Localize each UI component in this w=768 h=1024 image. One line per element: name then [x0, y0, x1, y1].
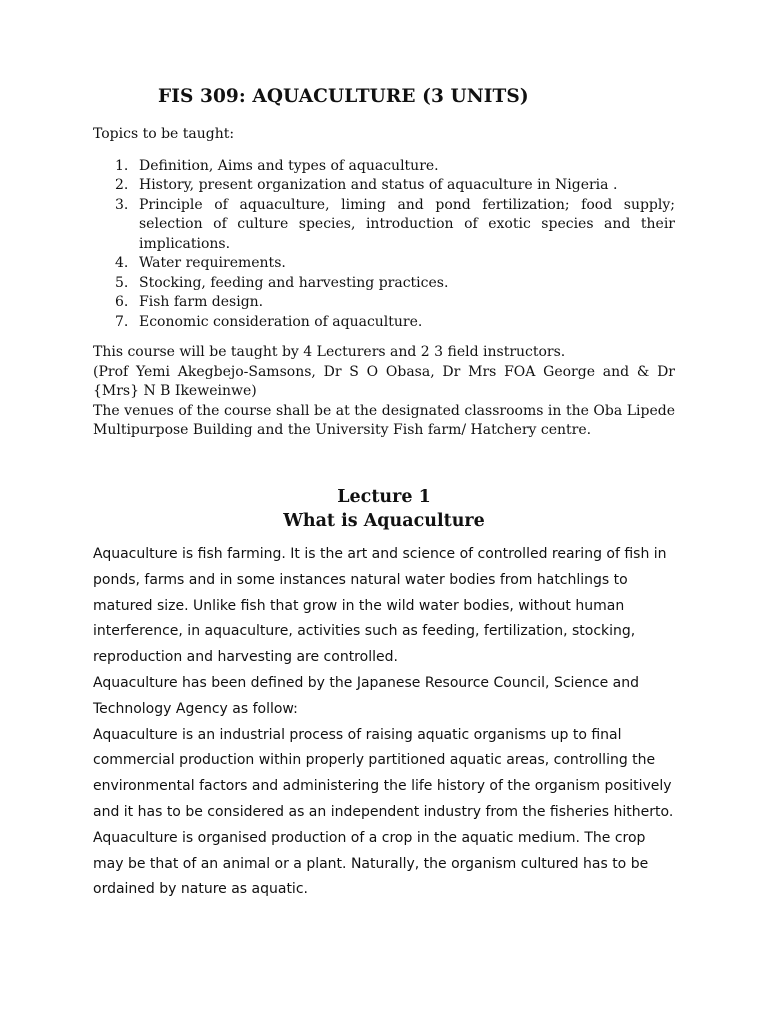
- lecture-number: Lecture 1: [337, 487, 431, 507]
- topic-number: 5.: [115, 274, 129, 291]
- topic-text: Principle of aquaculture, liming and pond fertilization; food supply; selection of culture species, introduction of exotic species and their implications.: [139, 196, 675, 252]
- topics-list: [93, 157, 675, 333]
- topic-text: Stocking, feeding and harvesting practices.: [139, 274, 449, 291]
- topic-text: Definition, Aims and types of aquaculture.: [139, 157, 439, 174]
- topics-intro: Topics to be taught:: [93, 126, 235, 142]
- topic-item: [93, 157, 675, 177]
- topic-text: Economic consideration of aquaculture.: [139, 313, 423, 330]
- lecture-title: What is Aquaculture: [283, 511, 485, 531]
- lecturers-names: (Prof Yemi Akegbejo-Samsons, Dr S O Obasa, Dr Mrs FOA George and & Dr {Mrs} N B Ikeweinwe): [93, 363, 675, 399]
- topic-item: [93, 254, 675, 274]
- body-paragraph: Aquaculture is an industrial process of raising aquatic organisms up to final commercial production within properly partitioned aquatic areas, controlling the environmental factors and administering the life history of the organism positively and it has to be considered as an independent industry from the fisheries hitherto.: [93, 726, 674, 820]
- topic-item: [93, 196, 675, 255]
- topic-number: 2.: [115, 177, 129, 193]
- topic-number: 3.: [115, 196, 129, 213]
- lecture-body: [93, 542, 675, 903]
- topic-text: History, present organization and status of aquaculture in Nigeria .: [139, 177, 618, 193]
- lecturers-line: This course will be taught by 4 Lecturers and 2 3 field instructors.: [93, 344, 566, 360]
- topic-item: [93, 176, 675, 196]
- topic-number: 7.: [115, 313, 129, 330]
- topic-number: 6.: [115, 294, 129, 310]
- topic-number: 4.: [115, 255, 129, 271]
- topic-item: [93, 313, 675, 333]
- topic-item: [93, 274, 675, 294]
- topic-item: [93, 293, 675, 313]
- body-paragraph: Aquaculture is organised production of a crop in the aquatic medium. The crop may be that of an animal or a plant. Naturally, the organism cultured has to be ordained by nature as aquatic.: [93, 829, 649, 898]
- topic-number: 1.: [115, 157, 129, 174]
- body-paragraph: Aquaculture has been defined by the Japanese Resource Council, Science and Technology Agency as follow:: [93, 674, 640, 717]
- course-outline: [93, 125, 675, 441]
- venue-text: The venues of the course shall be at the designated classrooms in the Oba Lipede Multipurpose Building and the University Fish farm/ Hatchery centre.: [93, 402, 675, 438]
- lecture-heading: [93, 485, 675, 533]
- course-title: FIS 309: AQUACULTURE (3 UNITS): [158, 86, 529, 107]
- topic-text: Water requirements.: [139, 255, 286, 271]
- body-paragraph: Aquaculture is fish farming. It is the art and science of controlled rearing of fish in ponds, farms and in some instances natural water bodies from hatchlings to matured size. Unlike fish that grow in the wild water bodies, without human interference, in aquaculture, activities such as feeding, fertilization, stocking, reproduction and harvesting are controlled.: [93, 546, 667, 666]
- topic-text: Fish farm design.: [139, 294, 264, 310]
